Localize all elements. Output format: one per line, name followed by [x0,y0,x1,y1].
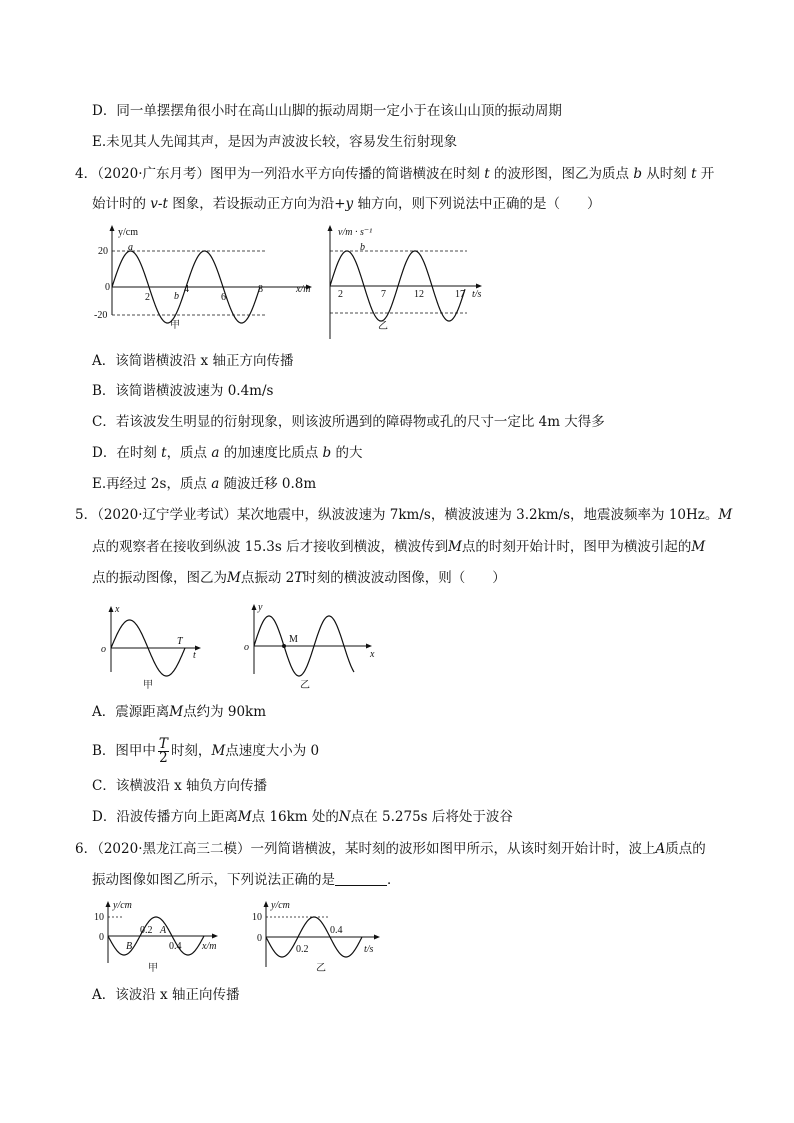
q6-fig-b-ytick: 10 [252,912,262,923]
q4-option-e [92,474,316,494]
q6-fig-b-ytick: 0 [257,933,262,944]
q4-stem-text: 从时刻 [641,166,692,182]
q4-var-t: t [161,445,167,461]
q6-stem-text: 振动图像如图乙所示，下列说法正确的是 [92,872,335,888]
q6-fig-a-point-a: A [160,925,167,936]
q5-stem-text: 点的观察者在接收到纵波 15.3s 后才接收到横波，横波传到 [92,539,449,555]
q4-fig-a-xtick: 6 [221,292,226,303]
q4-fig-a-xlabel: x/m [296,284,311,295]
q4-var-t: t [484,166,490,182]
q6-fig-a-point-b: B [126,941,133,952]
q5-var-m: M [211,743,226,759]
q4-stem-line2 [92,194,600,214]
q4-fig-a-ytick: 0 [105,282,110,293]
q5-figure-b [242,600,382,692]
q5-stem-text: （2020·辽宁学业考试）某次地震中，纵波波速为 7km/s，横波波速为 3.2km/s，地震波频率为 10Hz。 [97,507,719,523]
q4-fig-a-ytick: 20 [98,246,108,257]
q4-fig-b-xtick: 7 [381,289,386,300]
q4-figure-a [94,223,325,335]
q6-fig-b-xtick: 0.2 [296,944,309,955]
q5-fig-a-y-label: x [115,604,120,615]
q4-stem-text: 图象，若设振动正方向为沿+ [167,196,346,212]
q6-fig-a-xlabel: x/m [202,941,217,952]
q5-option-text: 点 16km 处的 [251,809,339,825]
q5-option-text: 点在 5.275s 后将处于波谷 [350,809,513,825]
prev-option-d: D．同一单摆摆角很小时在高山山脚的振动周期一定小于在该山山顶的振动周期 [92,103,562,119]
q5-var-m: M [169,704,184,720]
q5-var-m: M [691,539,706,555]
q5-stem-text: 时刻的横波波动图像，则（ ） [303,570,506,586]
q6-fig-b-ylabel: y/cm [271,900,290,911]
q4-fig-a-ytick: -20 [94,310,108,321]
q4-option-c: C．若该波发生明显的衍射现象，则该波所遇到的障碍物或孔的尺寸一定比 4m 大得多 [92,414,605,430]
q4-var-y: y [345,196,354,212]
q4-stem-text: 始计时的 [92,196,151,212]
q6-stem-text: （2020·黑龙江高三二模）一列简谐横波，某时刻的波形如图甲所示，从该时刻开始计时，波上 [97,841,656,857]
q4-stem-text: 的波形图，图乙为质点 [489,166,634,182]
q4-fig-b-xtick: 12 [414,289,424,300]
q4-fig-b-ylabel: v/m · s⁻¹ [338,227,373,238]
q4-option-d [92,443,362,463]
q5-option-text: B．图甲中 [92,743,156,759]
q5-var-m: M [227,570,241,586]
q5-stem-line3 [92,568,506,588]
q6-fig-a-caption: 甲 [148,963,158,974]
q4-var-a: a [211,476,220,492]
q4-fig-a-point-b: b [174,291,179,302]
q4-option-text: ，质点 [166,445,212,461]
q5-option-text: D．沿波传播方向上距离 [92,809,238,825]
q4-option-text: D．在时刻 [92,445,162,461]
q6-figure-a [96,899,231,975]
q4-var-vt: v-t [150,196,168,212]
q5-fig-b-point-m [282,644,286,648]
q5-fraction-numerator: T [158,736,168,752]
q6-stem-text: 质点的 [665,841,706,857]
q4-var-b: b [322,445,332,461]
q5-fig-b-origin: o [244,642,249,653]
q6-fig-b-xtick: 0.4 [330,925,343,936]
q5-option-text: 点约为 90km [183,704,267,720]
q5-fig-a-origin: o [101,644,106,655]
q4-var-a: a [211,445,220,461]
q6-figure-b [254,899,394,975]
q4-option-text: 随波迁移 0.8m [219,476,317,492]
q5-option-text: A．震源距离 [92,704,170,720]
q5-stem-text: 点的振动图像，图乙为 [92,570,227,586]
q5-fig-b-caption: 乙 [300,680,310,691]
q5-var-n: N [338,809,351,825]
q5-stem-line1 [75,505,732,525]
q5-option-b [92,738,319,765]
q5-option-a [92,702,266,722]
q4-option-a: A．该简谐横波沿 x 轴正方向传播 [92,353,294,369]
q4-var-t: t [691,166,697,182]
q6-fig-a-ytick: 0 [99,932,104,943]
q6-stem-line1 [75,839,706,859]
q4-option-b: B．该简谐横波波速为 0.4m/s [92,383,274,399]
q5-number: 5． [75,507,98,523]
q4-stem-text: 开 [696,166,715,182]
q5-option-text: 点速度大小为 0 [225,743,320,759]
q5-figure-a [101,600,205,692]
q4-fig-a-xtick: 2 [145,292,150,303]
q4-fig-a-caption: 甲 [170,320,180,331]
q4-stem-line1 [75,164,714,184]
q5-fig-b-axis-label: x [370,649,375,660]
q6-var-a: A [655,841,666,857]
q5-fig-b-m-label: M [289,634,298,645]
q4-fig-b-xtick: 2 [338,289,343,300]
q4-fig-a-xtick: 8 [258,284,263,295]
q5-stem-line2 [92,537,705,557]
q5-var-m: M [237,809,252,825]
q6-fig-b-xlabel: t/s [364,944,374,955]
q5-fig-a-period-label: T [177,636,183,647]
q6-fig-a-xtick: 0.4 [169,941,182,952]
q4-stem-text: 轴方向，则下列说法中正确的是（ ） [353,196,601,212]
q4-fig-a-ylabel: y/cm [118,227,138,238]
q5-var-m: M [448,539,462,555]
q4-option-text: 的加速度比质点 [219,445,323,461]
q4-fig-a-point-a: a [128,242,133,253]
prev-option-e: E.未见其人先闻其声，是因为声波波长较，容易发生衍射现象 [92,134,458,150]
q5-fig-b-y-label: y [258,602,263,613]
q6-option-a: A．该波沿 x 轴正向传播 [92,987,240,1003]
q6-number: 6． [75,841,98,857]
q6-fig-a-xtick: 0.2 [140,925,153,936]
q4-option-text: E.再经过 2s，质点 [92,476,212,492]
q4-fig-b-point-b: b [360,242,365,253]
q5-fraction [158,738,169,765]
q6-fig-a-ytick: 10 [94,912,104,923]
q4-figure-b [320,223,495,343]
q4-fig-b-caption: 乙 [378,321,388,332]
q6-stem-line2 [92,870,401,890]
q5-stem-text: 点振动 2 [240,570,295,586]
q5-fig-a-axis-label: t [193,650,196,661]
q4-fig-b-xtick: 17 [455,289,465,300]
q6-stem-text: ． [387,872,401,888]
q5-fig-a-caption: 甲 [143,680,153,691]
q5-var-m: M [718,507,733,523]
q5-fraction-denominator: 2 [159,750,168,766]
q5-option-text: 时刻， [170,743,212,759]
q5-option-d [92,807,513,827]
q6-fig-a-ylabel: y/cm [113,900,132,911]
q4-option-text: 的大 [331,445,363,461]
q6-fig-b-caption: 乙 [316,963,326,974]
q6-answer-blank[interactable] [335,871,387,886]
q5-stem-text: 点的时刻开始计时，图甲为横波引起的 [461,539,692,555]
q4-fig-a-xtick: 4 [184,284,189,295]
q4-fig-b-xlabel: t/s [472,289,482,300]
q5-var-t: T [294,570,304,586]
q4-stem-text: （2020·广东月考）图甲为一列沿水平方向传播的简谐横波在时刻 [97,166,485,182]
q4-var-b: b [633,166,642,182]
q4-number: 4． [75,166,98,182]
q5-option-c: C．该横波沿 x 轴负方向传播 [92,778,268,794]
